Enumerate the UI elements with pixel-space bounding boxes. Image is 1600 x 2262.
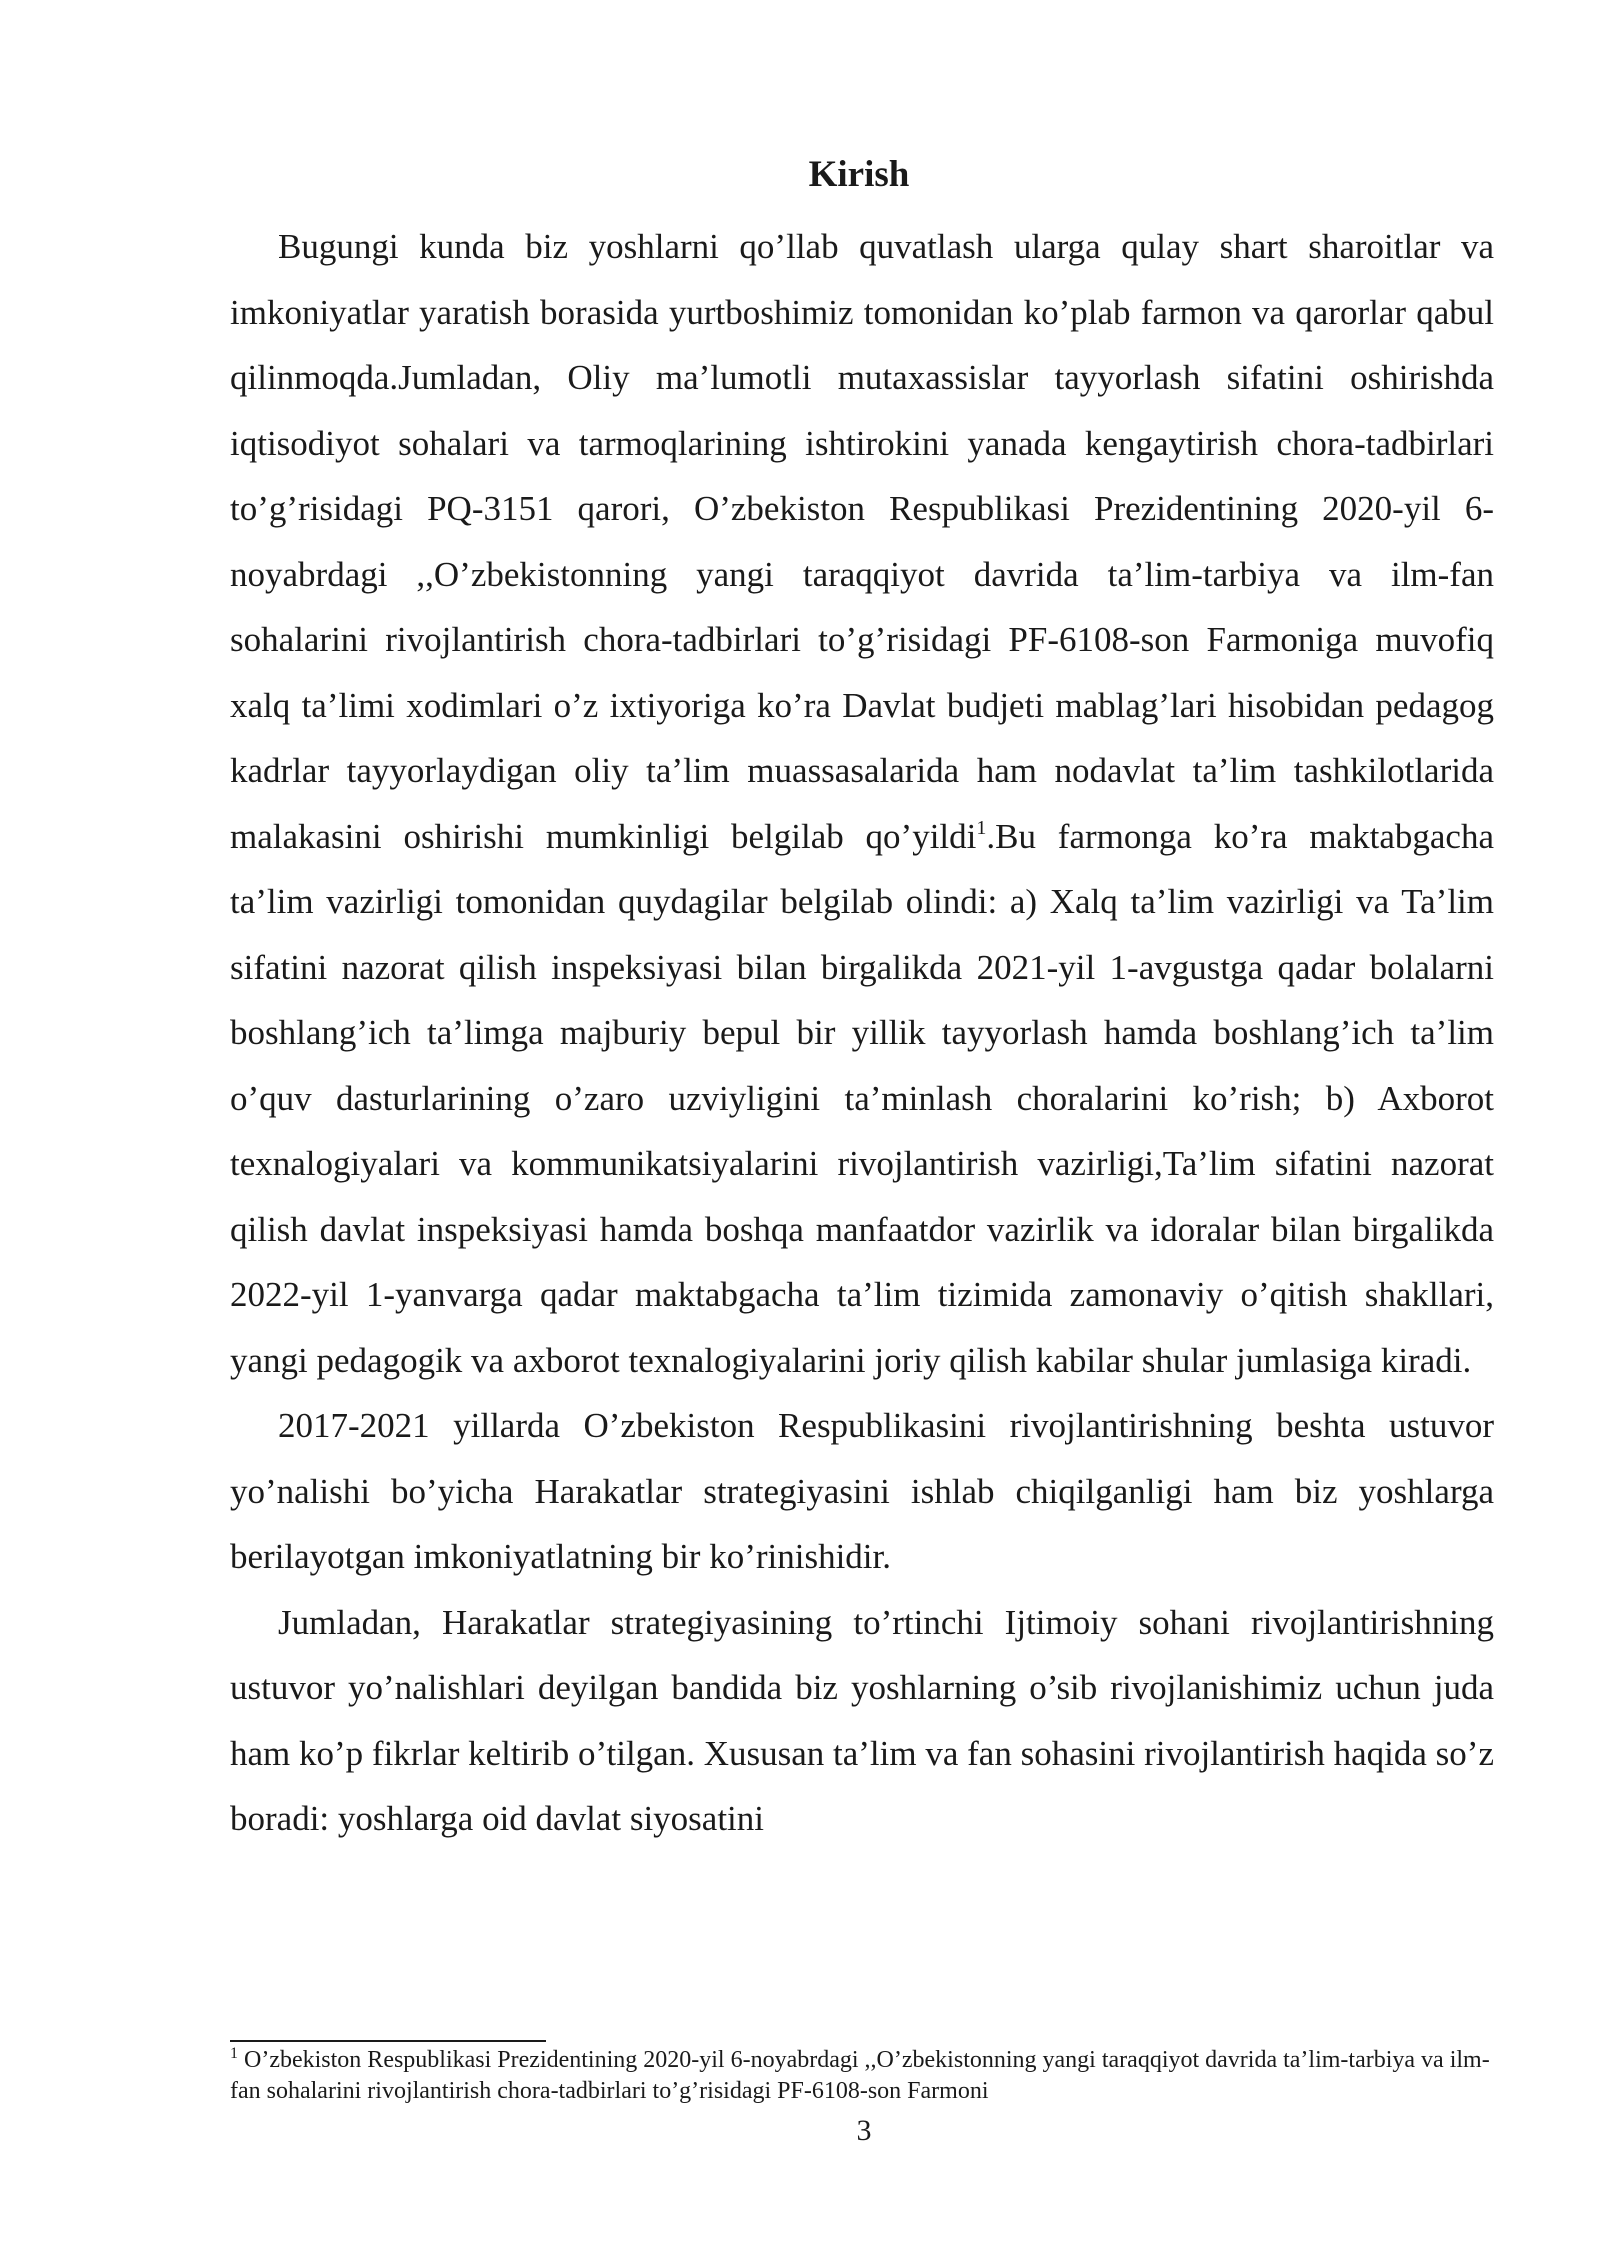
paragraph-1-text: Bugungi kunda biz yoshlarni qo’llab quvatlash ularga qulay shart sharoitlar va imkoniyatlar yaratish borasida yurtboshimiz tomonidan ko’plab farmon va qarorlar qabul qilinmoqda.Jumladan, Oliy ma’lumotli mutaxassislar tayyorlash sifatini oshirishda iqtisodiyot sohalari va tarmoqlarining ishtirokini yanada kengaytirish chora-tadbirlari to’g’risidagi PQ-3151 qarori, O’zbekiston Respublikasi Prezidentining 2020-yil 6-noyabrdagi ,,O’zbekistonning yangi taraqqiyot davrida ta’lim-tarbiya va ilm-fan sohalarini rivojlantirish chora-tadbirlari to’g’risidagi PF-6108-son Farmoniga muvofiq xalq ta’limi xodimlari o’z ixtiyoriga ko’ra Davlat budjeti mablag’lari hisobidan pedagog kadrlar tayyorlaydigan oliy ta’lim muassasalarida ham nodavlat ta’lim tashkilotlarida malakasini oshirishi mumkinligi belgilab qo’yildi bbox=[230, 227, 1494, 856]
page-title: Kirish bbox=[808, 154, 910, 195]
paragraph-1-continuation: .Bu farmonga ko’ra maktabgacha ta’lim vazirligi tomonidan quydagilar belgilab olindi: a) Xalq ta’lim vazirligi va Ta’lim sifatini nazorat qilish inspeksiyasi bilan birgalikda 2021-yil 1-avgustga qadar bolalarni boshlang’ich ta’limga majburiy bepul bir yillik tayyorlash hamda boshlang’ich ta’lim o’quv dasturlarining o’zaro uzviyligini ta’minlash choralarini ko’rish; b) Axborot texnalogiyalari va kommunikatsiyalarini rivojlantirish vazirligi,Ta’lim sifatini nazorat qilish davlat inspeksiyasi hamda boshqa manfaatdor vazirlik va idoralar bilan birgalikda 2022-yil 1-yanvarga qadar maktabgacha ta’lim tizimida zamonaviy o’qitish shakllari, yangi pedagogik va axborot texnalogiyalarini joriy qilish kabilar shular jumlasiga kiradi. bbox=[230, 816, 1494, 1380]
footnote bbox=[230, 2045, 1494, 2107]
footnote-separator bbox=[230, 2040, 546, 2042]
paragraph-3: Jumladan, Harakatlar strategiyasining to’rtinchi Ijtimoiy sohani rivojlantirishning ustuvor yo’nalishlari deyilgan bandida biz yoshlarning o’sib rivojlanishimiz uchun juda ham ko’p fikrlar keltirib o’tilgan. Xususan ta’lim va fan sohasini rivojlantirish haqida so’z boradi: yoshlarga oid davlat siyosatini bbox=[230, 1602, 1494, 1838]
paragraph-1 bbox=[230, 214, 1494, 1393]
body-text bbox=[230, 214, 1494, 1852]
page-number: 3 bbox=[856, 2114, 872, 2147]
footnote-number: 1 bbox=[230, 2045, 238, 2062]
paragraph-2: 2017-2021 yillarda O’zbekiston Respublikasini rivojlantirishning beshta ustuvor yo’nalishi bo’yicha Harakatlar strategiyasini ishlab chiqilganligi ham biz yoshlarga berilayotgan imkoniyatlatning bir ko’rinishidir. bbox=[230, 1406, 1494, 1576]
footnote-reference[interactable]: 1 bbox=[976, 816, 987, 839]
footnote-text: O’zbekiston Respublikasi Prezidentining 2020-yil 6-noyabrdagi ,,O’zbekistonning yangi taraqqiyot davrida ta’lim-tarbiya va ilm-fan sohalarini rivojlantirish chora-tadbirlari to’g’risidagi PF-6108-son Farmoni bbox=[230, 2047, 1490, 2104]
